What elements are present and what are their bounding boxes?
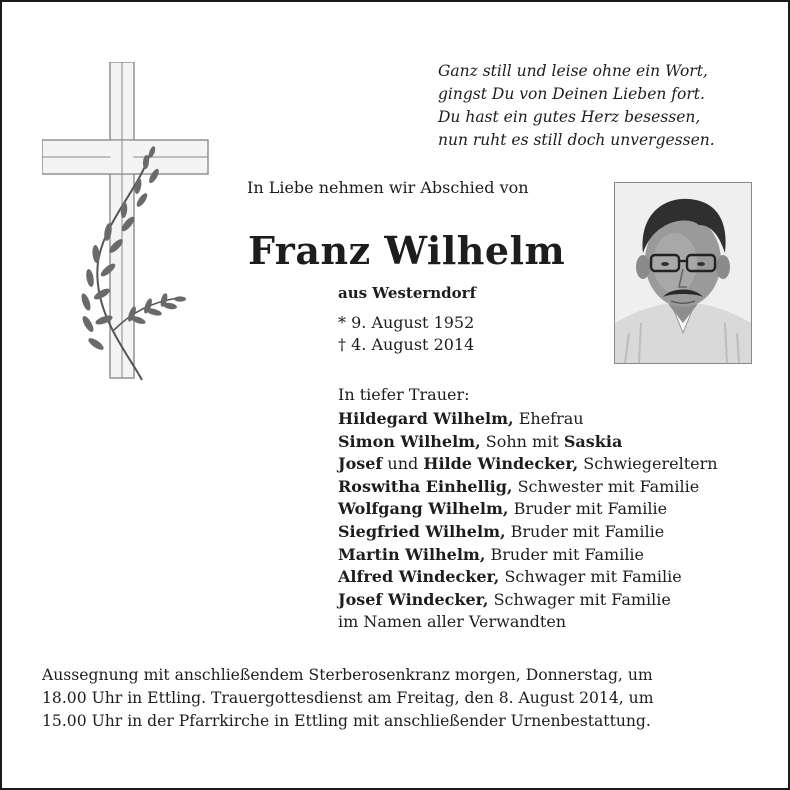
mourner-name: Hildegard Wilhelm,	[338, 409, 514, 428]
mourner-row	[338, 476, 718, 499]
mourner-name: Josef Windecker,	[338, 589, 489, 609]
mourner-row	[338, 453, 718, 476]
mourner-row	[338, 431, 718, 454]
service-line: Aussegnung mit anschließendem Sterberosenkranz morgen, Donnerstag, um	[42, 666, 653, 684]
mourner-row	[338, 498, 718, 521]
mourner-relation: Schwester mit Familie	[512, 476, 700, 496]
mourner-relation: Bruder mit Familie	[505, 521, 665, 541]
service-details	[42, 664, 754, 733]
portrait-photo	[614, 182, 752, 364]
poem-line: gingst Du von Deinen Lieben fort.	[438, 85, 705, 103]
mourners-list	[338, 408, 718, 634]
birth-date: * 9. August 1952	[338, 313, 475, 332]
portrait-figure	[615, 183, 751, 363]
mourner-row	[338, 611, 718, 634]
mourner-relation: Schwager mit Familie	[488, 589, 671, 609]
intro-text: In Liebe nehmen wir Abschied von	[247, 178, 529, 197]
mourner-relation: Sohn mit	[480, 431, 564, 451]
poem-line: nun ruht es still doch unvergessen.	[438, 131, 715, 149]
life-dates	[338, 312, 474, 356]
memorial-poem	[438, 60, 748, 152]
mourner-relation: im Namen aller Verwandten	[338, 612, 567, 632]
mourner-name: Wolfgang Wilhelm,	[338, 499, 509, 519]
deceased-origin: aus Westerndorf	[338, 284, 477, 302]
mourner-relation: Bruder mit Familie	[508, 499, 668, 519]
mourner-name: Josef	[338, 454, 383, 474]
mourner-name: Alfred Windecker,	[338, 567, 500, 587]
service-line: 18.00 Uhr in Ettling. Trauergottesdienst am Freitag, den 8. August 2014, um	[42, 689, 654, 707]
mourner-name: Siegfried Wilhelm,	[338, 521, 506, 541]
mourner-row	[338, 566, 718, 589]
mourner-name: Saskia	[563, 431, 623, 451]
mourner-relation: Schwiegereltern	[578, 454, 718, 474]
mourners-heading: In tiefer Trauer:	[338, 385, 470, 404]
mourner-name: Roswitha Einhellig,	[338, 476, 513, 496]
mourner-name: Simon Wilhelm,	[338, 431, 481, 451]
mourner-name: Hilde Windecker,	[423, 454, 579, 474]
mourner-name: Martin Wilhelm,	[338, 544, 486, 564]
mourner-row	[338, 544, 718, 567]
mourner-relation: und	[382, 454, 424, 474]
service-line: 15.00 Uhr in der Pfarrkirche in Ettling mit anschließender Urnenbestattung.	[42, 712, 651, 730]
mourner-row	[338, 408, 718, 431]
mourner-row	[338, 589, 718, 612]
death-date: † 4. August 2014	[338, 335, 475, 354]
mourner-relation: Bruder mit Familie	[485, 544, 645, 564]
poem-line: Ganz still und leise ohne ein Wort,	[438, 62, 708, 80]
mourner-relation: Schwager mit Familie	[499, 567, 682, 587]
deceased-name: Franz Wilhelm	[248, 228, 566, 273]
mourner-row	[338, 521, 718, 544]
cross-with-palm-branch-icon	[42, 62, 212, 382]
poem-line: Du hast ein gutes Herz besessen,	[438, 108, 701, 126]
mourner-relation: Ehefrau	[513, 409, 584, 428]
